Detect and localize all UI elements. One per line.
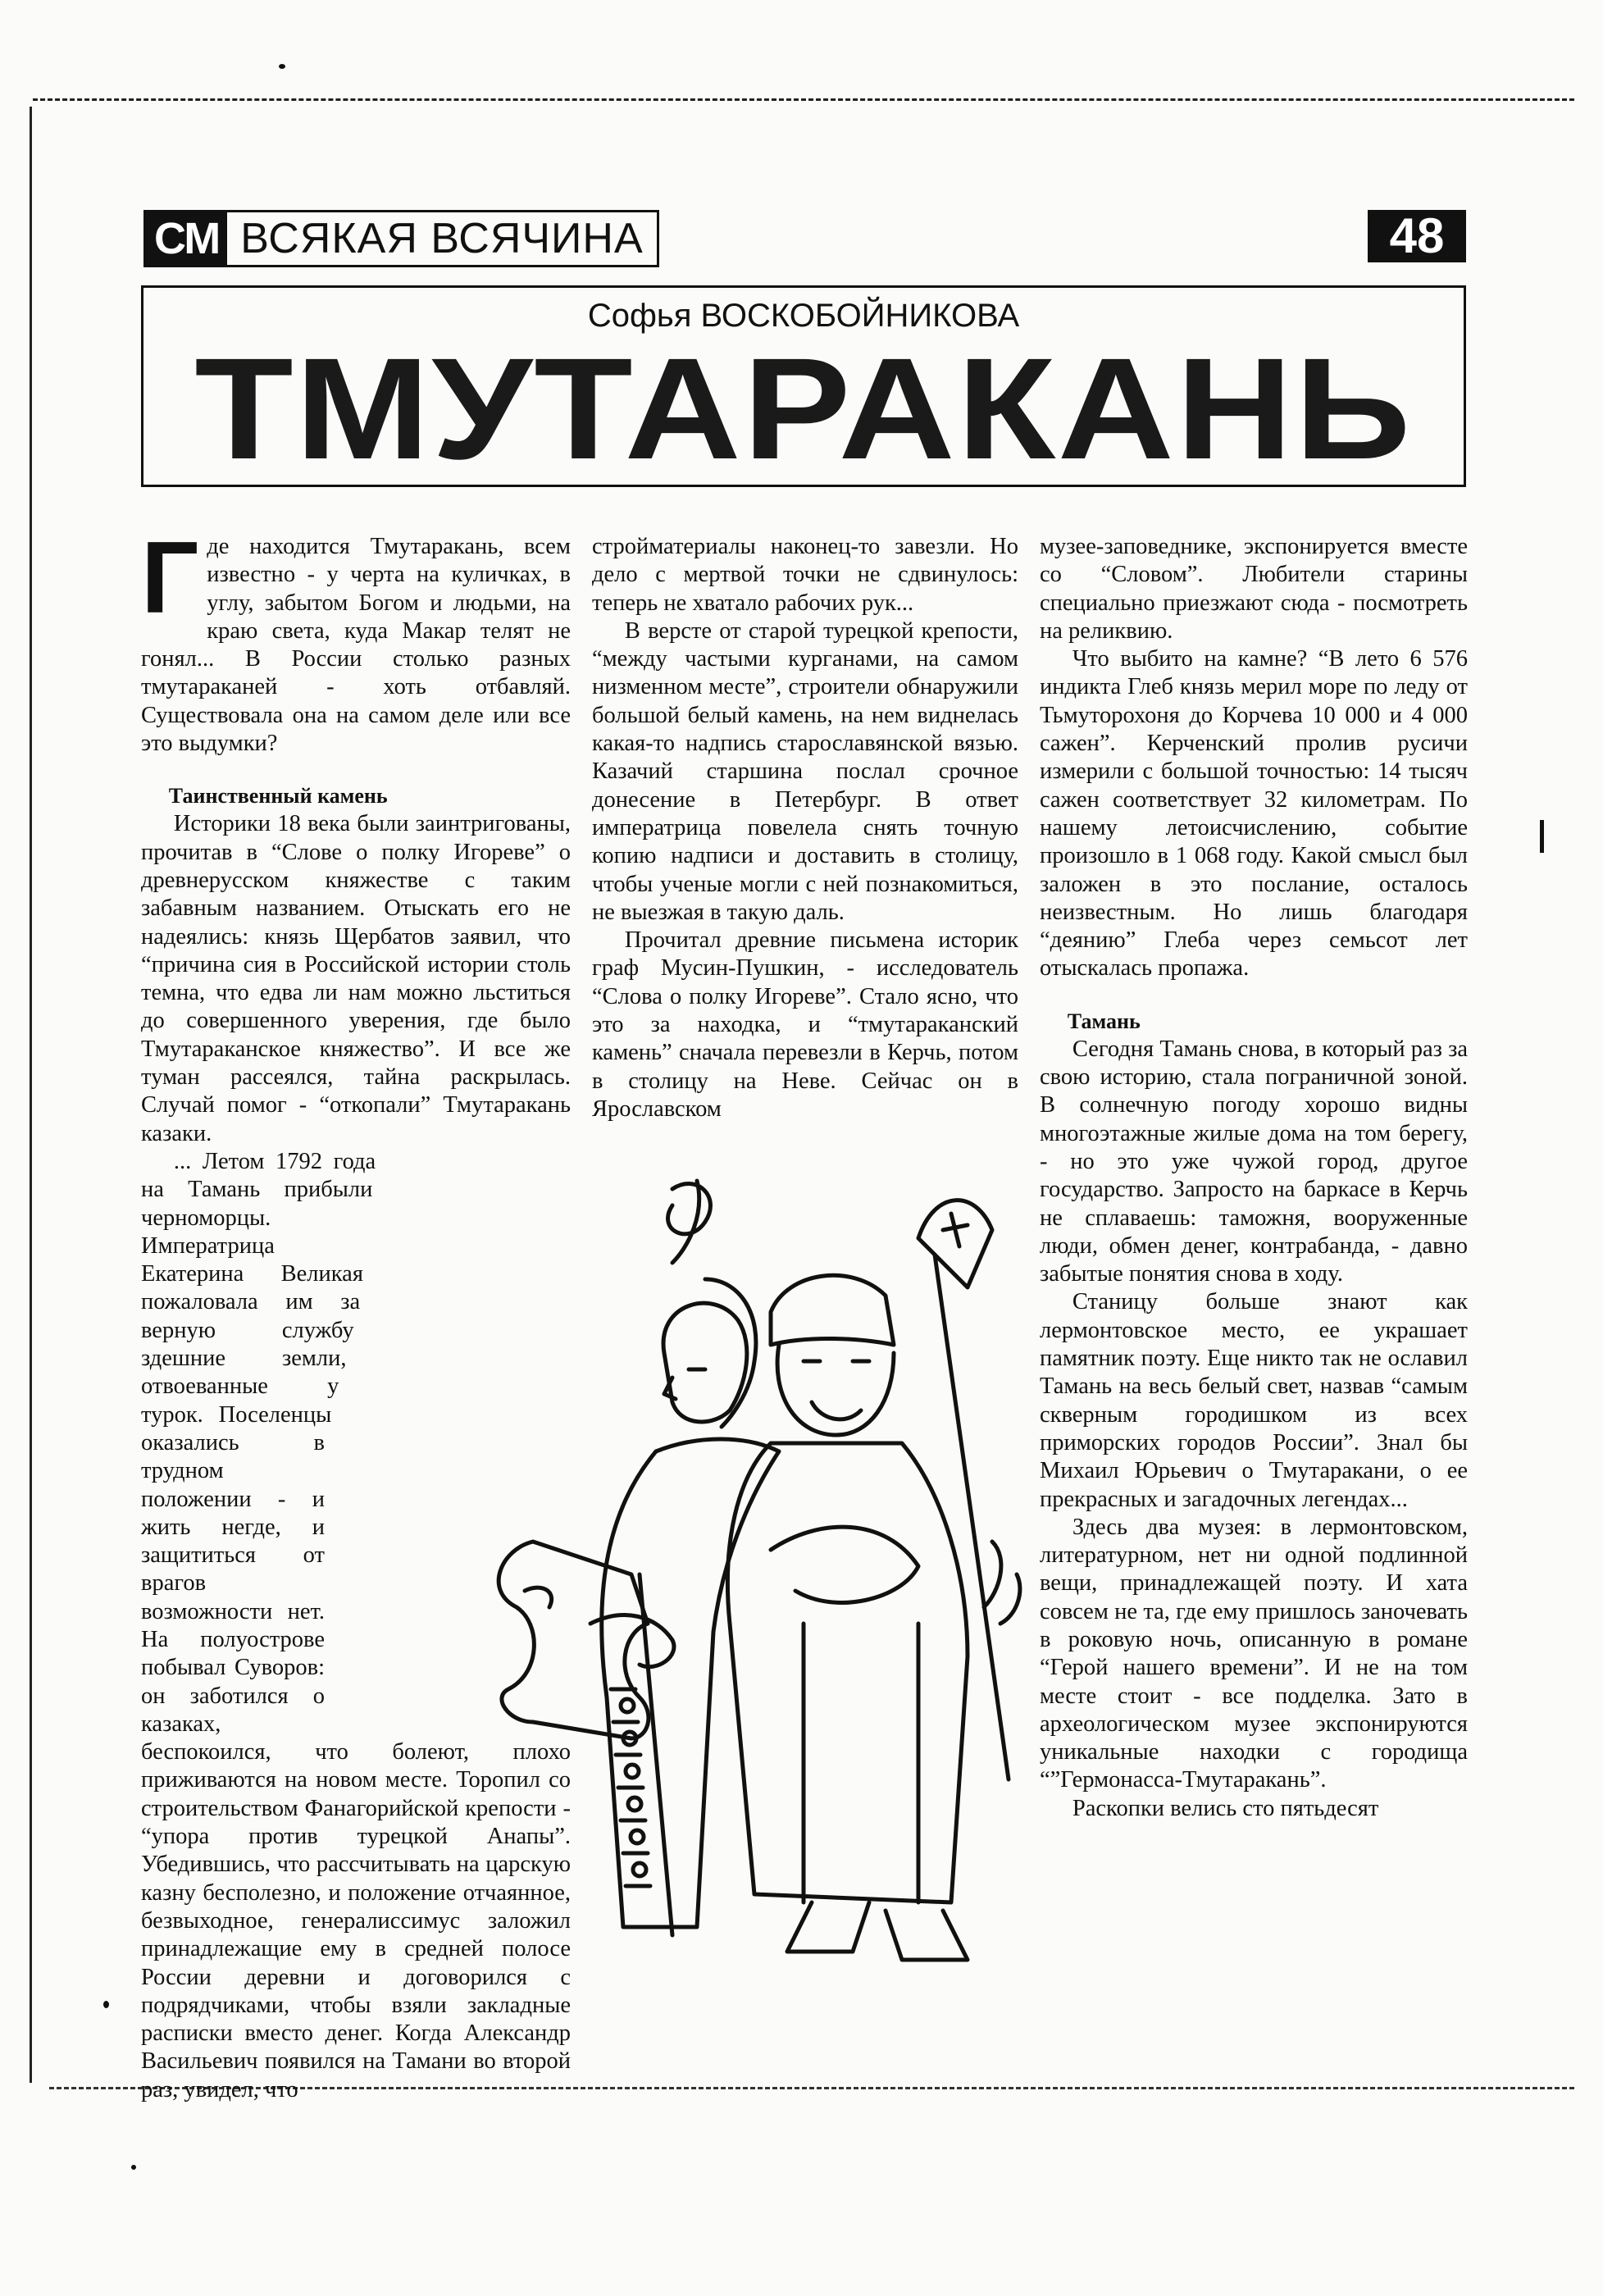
scan-edge-top — [33, 98, 1574, 101]
scan-speck — [103, 2001, 109, 2008]
medieval-figures-illustration — [426, 1164, 1050, 1984]
article-column-2 — [592, 533, 1018, 1123]
paragraph: В версте от старой турецкой крепости, “между частыми курганами, на самом низменном месте”, строители обнаружили большой белый камень, на нем виднелась какая-то надпись старославянской вязью. Казачий старшина послал срочное донесение в Петербург. В ответ императрица повелела снять точную копию надписи и доставить в столицу, чтобы ученые могли с ней познакомиться, не выезжая в такую даль. — [592, 617, 1018, 925]
magazine-logo: СМ — [146, 212, 227, 265]
paragraph: Здесь два музея: в лермонтовском, литературном, нет ни одной подлинной вещи, принадлежащей поэту. И хата совсем не та, где ему пришлось заночевать в роковую ночь, описанную в романе “Герой нашего времени”. И не на том месте стоит - все подделка. Зато в археологическом музее экспонируются уникальные находки с городища “”Гермонасса-Тмутаракань”. — [1040, 1514, 1468, 1793]
paragraph: Раскопки велись сто пятьдесят — [1072, 1795, 1379, 1821]
scan-edge-left — [30, 107, 32, 2083]
scan-speck — [279, 64, 285, 69]
paragraph: стройматериалы наконец-то завезли. Но дело с мертвой точки не сдвинулось: теперь не хватало рабочих рук... — [592, 534, 1018, 616]
article-title: ТМУТАРАКАНЬ — [194, 329, 1413, 490]
title-box — [141, 285, 1466, 490]
paragraph: Сегодня Тамань снова, в который раз за свою историю, стала пограничной зоной. В солнечную погоду хорошо видны многоэтажные жилые дома на том берегу, - но это уже чужой город, другое государство. Запросто на баркасе в Керчь не сплаваешь: таможня, вооруженные люди, обмен денег, контрабанда, - давно забытые понятия снова в ходу. — [1040, 1036, 1468, 1287]
paragraph: музее-заповеднике, экспонируется вместе со “Словом”. Любители старины специально приезжают сюда - посмотреть на реликвию. — [1040, 534, 1468, 644]
paragraph: Историки 18 века были заинтригованы, прочитав в “Слове о полку Игореве” о древнерусском княжестве с таким забавным названием. Отыскать его не надеялись: князь Щербатов заявил, что “причина сия в Российской истории столь темна, что едва ли нам можно льститься до совершенного уверения, где было Тмутараканское княжество”. И все же туман рассеялся, тайна раскрылась. Случай помог - “откопали” Тмутаракань казаки. — [141, 811, 571, 1146]
scan-mark — [1540, 820, 1544, 853]
article-column-3 — [1040, 533, 1468, 1823]
scan-speck — [131, 2165, 136, 2170]
drop-cap: Г — [141, 522, 199, 635]
section-header — [143, 210, 659, 267]
paragraph-text: ... Летом 1792 года на Тамань прибыли черноморцы. Императрица Екатерина Великая пожаловала им за верную службу здешние земли, отвоеванные у турок. Поселенцы оказались в трудном положении - и жить негде, и защититься от врагов возможности нет. На полуострове побывал Суворов: он заботился о казаках, беспокоился, что болеют, плохо приживаются на новом месте. Торопил со строительством Фанагорийской крепости - “упора против турецкой Анапы”. Убедившись, что рассчитывать на царскую казну бесполезно, и положение отчаянное, безвыходное, генералиссимус заложил принадлежащие ему в средней полосе России деревни и договорился с подрядчиками, чтобы взяли закладные расписки вместо денег. Когда Александр Васильевич появился на Тамани во второй раз, увидел, что — [141, 1148, 571, 2102]
article-author: Софья ВОСКОБОЙНИКОВА — [587, 298, 1020, 334]
paragraph: Что выбито на камне? “В лето 6 576 индикта Глеб князь мерил море по леду от Тьмуторохоня до Корчева 10 000 и 4 000 сажен”. Керченский пролив русичи измерили с большой точностью: 14 тысяч сажен соответствует 32 километрам. По нашему летоисчислению, событие произошло в 1 068 году. Какой смысл был заложен в это послание, осталось неизвестным. Но лишь благодаря “деянию” Глеба через семьсот лет отыскалась пропажа. — [1040, 646, 1468, 982]
paragraph: Прочитал древние письмена историк граф Мусин-Пушкин, - исследователь “Слова о полку Игореве”. Стало ясно, что это за находка, и “тмутараканский камень” сначала перевезли в Керчь, потом в столицу на Неве. Сейчас он в Ярославском — [592, 927, 1018, 1122]
subheading-mysterious-stone: Таинственный камень — [168, 784, 388, 809]
section-title: ВСЯКАЯ ВСЯЧИНА — [240, 215, 644, 262]
subheading-taman: Тамань — [1067, 1009, 1141, 1033]
paragraph: Станицу больше знают как лермонтовское место, ее украшает памятник поэту. Еще никто так не ославил Тамань на весь белый свет, назвав “самым скверным городишком из всех приморских городов России”. Знал бы Михаил Юрьевич о Тмутаракани, о ее прекрасных и загадочных легендах... — [1040, 1289, 1468, 1512]
page-number: 48 — [1368, 210, 1466, 262]
intro-paragraph: де находится Тмутаракань, всем известно - у черта на куличках, в углу, забытом Богом и людьми, на краю света, куда Макар телят не гонял... В России столько разных тмутараканей - хоть отбавляй. Существовала она на самом деле или все это выдумки? — [141, 534, 571, 757]
